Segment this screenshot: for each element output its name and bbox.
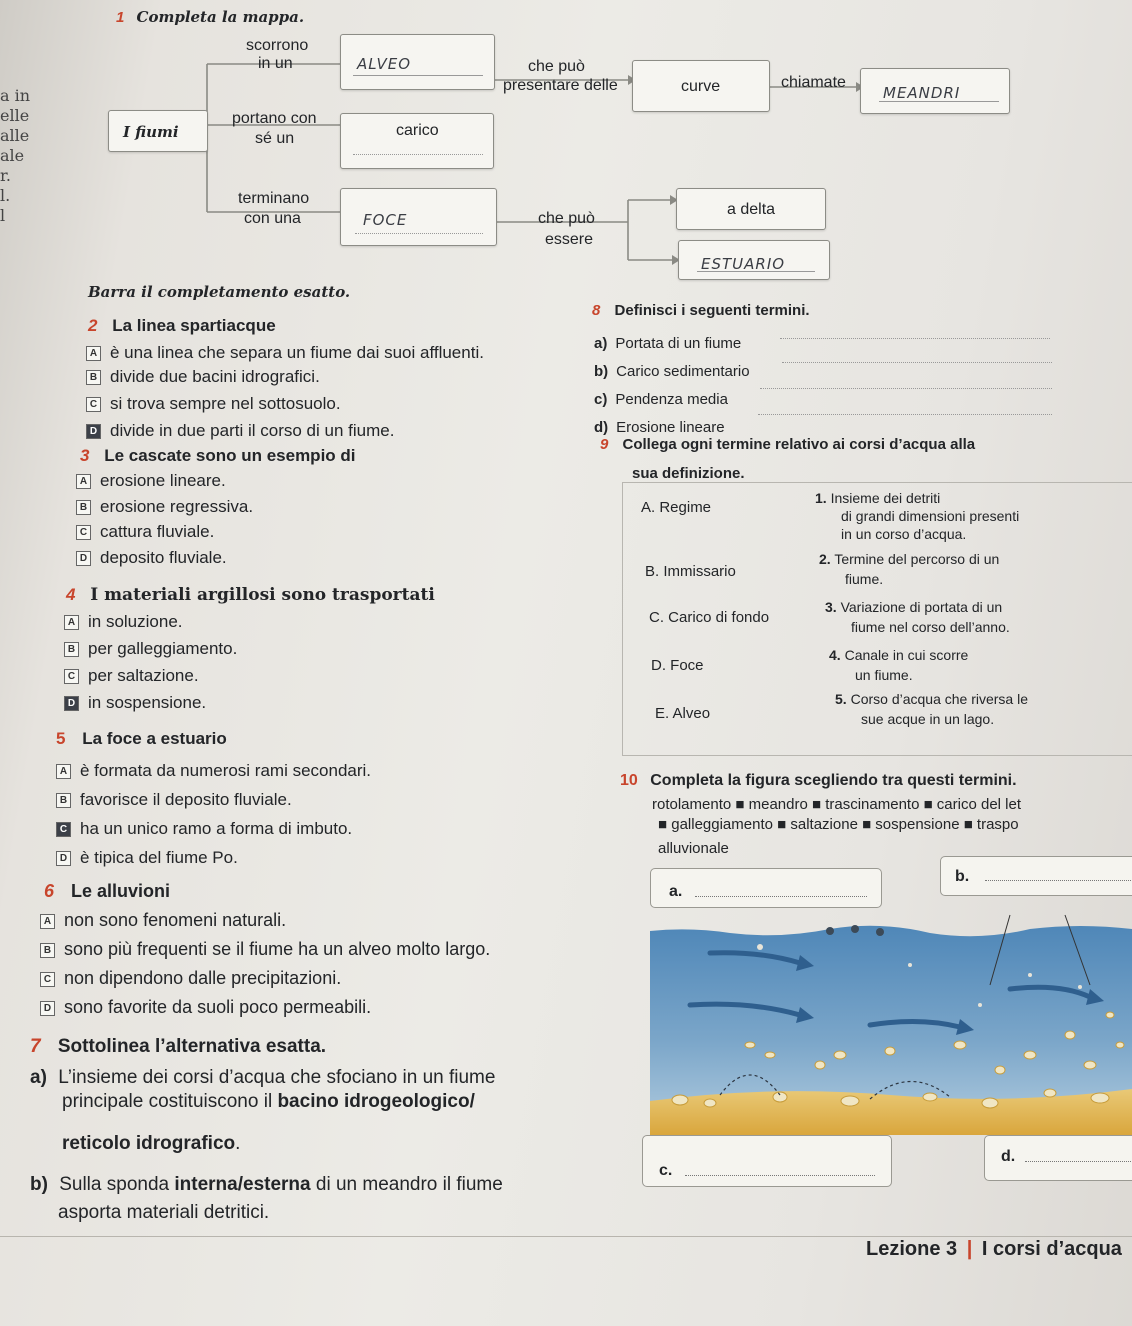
q9-title: Collega ogni termine relativo ai corsi d’acqua alla	[622, 436, 976, 453]
edge-portano-con: portano con	[232, 110, 317, 127]
label-card-a: a.	[650, 868, 882, 908]
q9-def-5[interactable]: 5. Corso d’acqua che riversa le sue acque in un lago.	[835, 691, 1028, 727]
q7: 7 Sottolinea l’alternativa esatta.	[30, 1036, 327, 1057]
node-delta: a delta	[676, 188, 826, 230]
edge-essere: essere	[545, 231, 594, 248]
q2-options	[86, 341, 484, 443]
q6: 6 Le alluvioni	[44, 881, 171, 901]
ex1-number: 1	[116, 9, 125, 26]
q8-answer-line-c[interactable]	[760, 388, 1052, 389]
q2-title: La linea spartiacque	[112, 316, 276, 335]
label-card-d: d.	[984, 1135, 1132, 1181]
ex1-title: Completa la mappa.	[136, 8, 305, 26]
edge-chiamate: chiamate	[781, 74, 846, 91]
q6-option-b[interactable]: B sono più frequenti se il fiume ha un alveo molto largo.	[40, 935, 490, 964]
q4-option-d[interactable]: D in sospensione.	[64, 689, 237, 716]
answer-alveo[interactable]: ALVEO	[357, 55, 412, 73]
q10-word-bank-2: ■ galleggiamento ■ saltazione ■ sospensione ■ traspo	[658, 816, 1019, 833]
q9-def-4[interactable]: 4. Canale in cui scorre un fiume.	[829, 647, 969, 683]
textbook-page: a in elle alle ale r. l. l 1 Completa la mappa. I fiumi scorrono in un ALVEO che può presentare delle curve chiamate MEANDRI portano con sé un carico terminano con una FOCE che può essere a delta ESTUARIO Barra il completamento esatto. 2 La linea spartiacque A è una linea che separa un fiume dai suoi affluenti. B divide due bacini idrografici. C si trova sempre nel sottosuolo. D divide in due parti il corso di un fiume. 3 Le cascate sono un esempio di A erosione lineare. B erosione regressiva. C cattura fluviale. D deposito fluviale. 4 I materiali argillosi sono trasportati A in soluzione. B per galleggiamento. C per saltazione. D in sospensione. 5 La foce a estuario A è formata da numerosi rami secondari. B favorisce il deposito fluviale. C ha un unico ramo a forma di imbuto. D è tipica del fiume Po. 6 Le alluvioni A non sono fenomeni naturali. B sono più frequenti se il fiume ha un alveo molto largo. C non dipendono dalle precipitazioni. D sono favorite da suoli poco permeabili. 7 Sottolinea l’alternativa esatta. a) L’insieme dei corsi d’acqua che sfociano in un fiume principale costituiscono il bacino idrogeologico/ reticolo idrografico. b) Sulla sponda interna/esterna di un meandro il fiume asporta materiali detritici. 8 Definisci i seguenti termini. a) Portata di un fiume b) Carico sedimentario c) Pendenza media d) Erosione lineare 9 Collega ogni termine relativo ai corsi d’acqua alla sua definizione. A. Regime B. Immissario C. Carico di fondo D. Foce E. Alveo 1. Insieme dei detriti di grandi dimensioni presenti in un corso d’acqua. 2. Termine del percorso di un fiume. 3. Variazione di portata di un fiume nel corso dell’anno. 4. Canale in cui scorre un fiume. 5. Corso d’acqua che riversa le sue acque in un lago. 10 Completa la figura scegliendo tra questi termini. rotolamento ■ meandro ■ trascinamento ■ carico del let ■ galleggiamento ■ saltazione ■ sospensione ■ traspo alluvionale a. b. c. d. Lezione 3 | I corsi d’acqua	[0, 0, 1132, 1326]
edge-se-un: sé un	[255, 130, 295, 147]
q7-b-options[interactable]: interna/esterna	[174, 1174, 311, 1195]
q7-a-option-2[interactable]: reticolo idrografico	[62, 1133, 236, 1154]
q9-def-3[interactable]: 3. Variazione di portata di un fiume nel corso dell’anno.	[825, 599, 1010, 635]
q7-a: a) L’insieme dei corsi d’acqua che sfociano in un fiume	[30, 1067, 496, 1088]
blank-d[interactable]	[1025, 1146, 1132, 1162]
answer-meandri[interactable]: MEANDRI	[883, 84, 961, 102]
answer-estuario[interactable]: ESTUARIO	[701, 255, 786, 273]
q8-item-a: a) Portata di un fiume	[594, 335, 742, 352]
q8-item-c: c) Pendenza media	[594, 391, 728, 408]
footer-lesson: Lezione 3	[866, 1238, 958, 1260]
q8-answer-line-d[interactable]	[758, 414, 1052, 415]
edge-presentare-delle: presentare delle	[503, 77, 618, 94]
bottom-rule	[0, 1236, 1132, 1237]
q2-option-d[interactable]: D divide in due parti il corso di un fiume.	[86, 419, 484, 443]
q4-title: I materiali argillosi sono trasportati	[90, 585, 435, 605]
q8-title: Definisci i seguenti termini.	[614, 302, 810, 319]
q7-a-option-1[interactable]: bacino idrogeologico/	[277, 1091, 475, 1112]
node-meandri	[860, 68, 1010, 114]
footer-title: I corsi d’acqua	[981, 1238, 1122, 1260]
blank-b[interactable]	[985, 865, 1132, 881]
q8-answer-line-b[interactable]	[782, 362, 1052, 363]
blank-c[interactable]	[685, 1160, 875, 1176]
q8-answer-line-a[interactable]	[780, 338, 1050, 339]
q2-option-c[interactable]: C si trova sempre nel sottosuolo.	[86, 392, 484, 416]
q5-option-d[interactable]: D è tipica del fiume Po.	[56, 843, 371, 872]
q9: 9 Collega ogni termine relativo ai corsi d’acqua alla	[600, 436, 976, 453]
q4-option-b[interactable]: B per galleggiamento.	[64, 635, 237, 662]
q10-title: Completa la figura scegliendo tra questi termini.	[650, 772, 1017, 789]
q8-item-d: d) Erosione lineare	[594, 419, 725, 436]
margin-fragments: a in elle alle ale r. l. l	[0, 86, 31, 225]
q8-item-b: b) Carico sedimentario	[594, 363, 750, 380]
edge-terminano: terminano	[238, 190, 310, 207]
q4-option-a[interactable]: A in soluzione.	[64, 608, 237, 635]
q7-b: b) Sulla sponda interna/esterna di un meandro il fiume	[30, 1174, 503, 1195]
q9-term-a[interactable]: A. Regime	[641, 499, 712, 516]
q6-option-a[interactable]: A non sono fenomeni naturali.	[40, 906, 490, 935]
label-card-b: b.	[940, 856, 1132, 896]
node-alveo	[340, 34, 495, 90]
q9-term-c[interactable]: C. Carico di fondo	[649, 609, 770, 626]
node-i-fiumi: I fiumi	[108, 110, 208, 152]
edge-con-una: con una	[244, 210, 301, 227]
q5: 5 La foce a estuario	[56, 729, 227, 748]
q2-option-a[interactable]: A è una linea che separa un fiume dai suoi affluenti.	[86, 341, 484, 365]
q4: 4 I materiali argillosi sono trasportati	[66, 585, 435, 605]
q9-term-e[interactable]: E. Alveo	[655, 705, 711, 722]
q9-def-1[interactable]: 1. Insieme dei detriti di grandi dimensioni presenti in un corso d’acqua.	[815, 490, 1020, 542]
q6-option-c[interactable]: C non dipendono dalle precipitazioni.	[40, 964, 490, 993]
river-transport-illustration	[650, 905, 1132, 1135]
edge-che-puo-1: che può	[528, 58, 585, 75]
q6-options	[40, 906, 490, 1022]
answer-foce[interactable]: FOCE	[363, 211, 408, 229]
node-carico: carico	[340, 113, 494, 169]
node-curve: curve	[632, 60, 770, 112]
q9-def-2[interactable]: 2. Termine del percorso di un fiume.	[819, 551, 1000, 587]
q8-items	[594, 330, 750, 442]
q4-option-c[interactable]: C per saltazione.	[64, 662, 237, 689]
q3-option-a[interactable]: A erosione lineare.	[76, 468, 253, 494]
q3: 3 Le cascate sono un esempio di	[80, 446, 356, 465]
q8: 8 Definisci i seguenti termini.	[592, 302, 810, 319]
q5-title: La foce a estuario	[82, 729, 227, 748]
q6-title: Le alluvioni	[71, 881, 171, 901]
q7-title: Sottolinea l’alternativa esatta.	[57, 1036, 327, 1057]
node-estuario	[678, 240, 830, 280]
q10: 10 Completa la figura scegliendo tra questi termini.	[620, 772, 1017, 789]
q5-options	[56, 756, 371, 872]
blank-a[interactable]	[695, 881, 867, 897]
page-footer: Lezione 3 | I corsi d’acqua	[866, 1238, 1122, 1260]
q2-option-b[interactable]: B divide due bacini idrografici.	[86, 365, 484, 389]
q10-word-bank-3: alluvionale	[658, 840, 729, 857]
q5-option-a[interactable]: A è formata da numerosi rami secondari.	[56, 756, 371, 785]
q2: 2 La linea spartiacque	[88, 316, 276, 335]
q5-option-c[interactable]: C ha un unico ramo a forma di imbuto.	[56, 814, 371, 843]
q6-option-d[interactable]: D sono favorite da suoli poco permeabili.	[40, 993, 490, 1022]
q10-word-bank-1: rotolamento ■ meandro ■ trascinamento ■ carico del let	[652, 796, 1022, 813]
q3-title: Le cascate sono un esempio di	[104, 446, 356, 465]
instruction-barra: Barra il completamento esatto.	[88, 283, 351, 301]
q3-option-d[interactable]: D deposito fluviale.	[76, 545, 253, 571]
q9-term-b[interactable]: B. Immissario	[645, 563, 736, 580]
q3-option-c[interactable]: C cattura fluviale.	[76, 519, 253, 545]
edge-che-puo-2: che può	[538, 210, 595, 227]
q4-options	[64, 608, 237, 716]
node-foce	[340, 188, 497, 246]
q9-term-d[interactable]: D. Foce	[651, 657, 704, 674]
edge-scorrono: scorrono	[246, 37, 309, 54]
q9-matching-table	[622, 482, 1132, 756]
label-card-c: c.	[642, 1135, 892, 1187]
q3-options	[76, 468, 253, 570]
q5-option-b[interactable]: B favorisce il deposito fluviale.	[56, 785, 371, 814]
edge-in-un: in un	[258, 55, 293, 72]
q3-option-b[interactable]: B erosione regressiva.	[76, 494, 253, 520]
